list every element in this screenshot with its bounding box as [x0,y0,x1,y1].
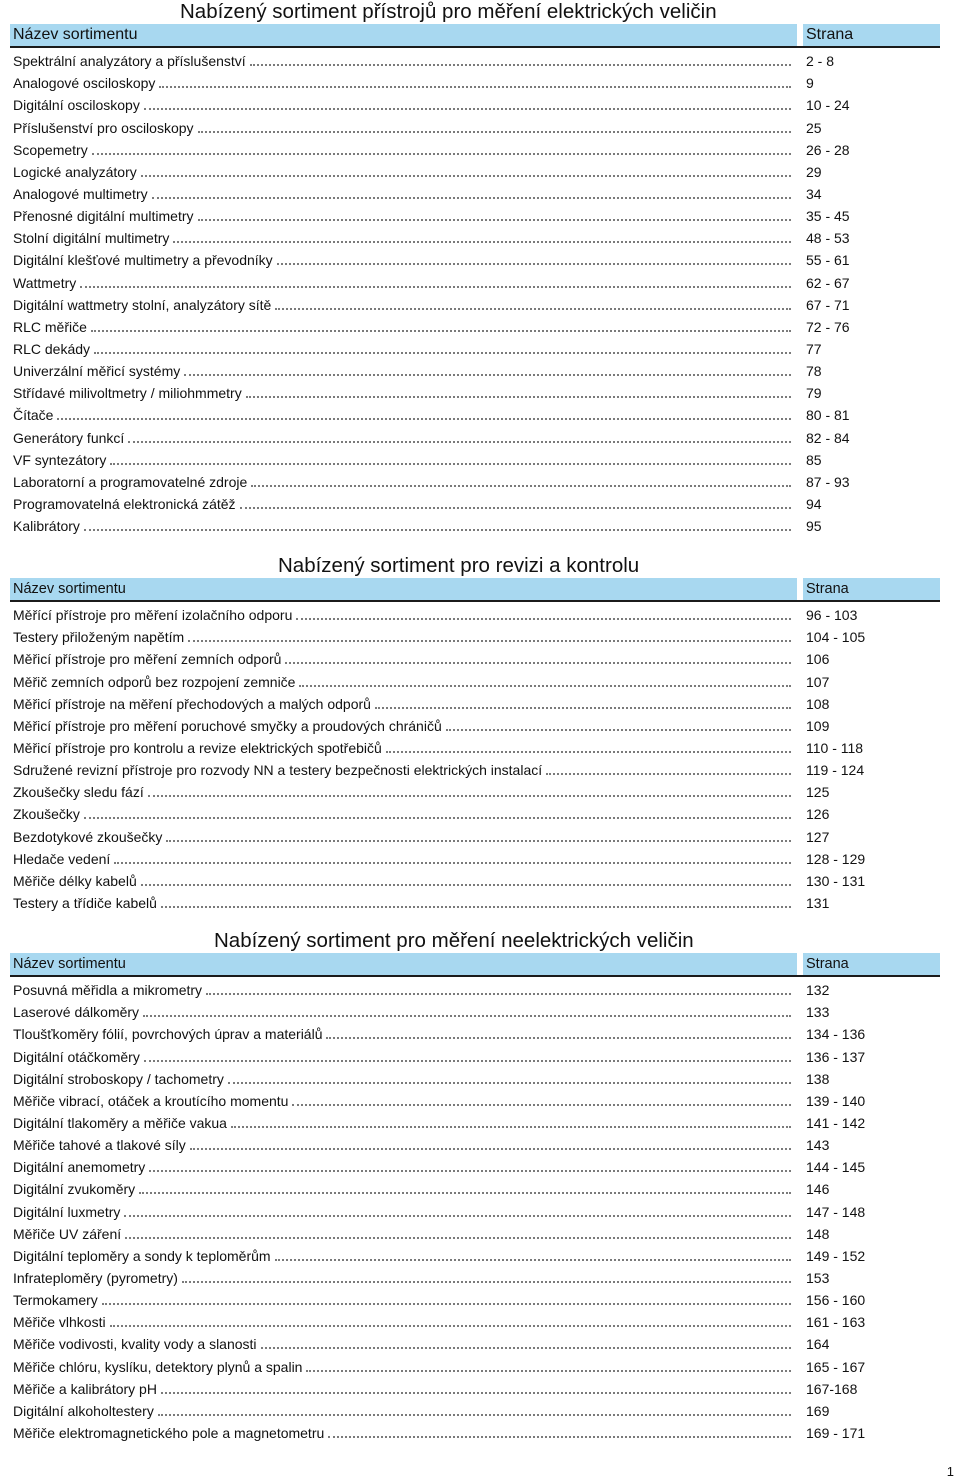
item-label: Měřicí přístroje pro kontrolu a revize elektrických spotřebičů [13,739,382,756]
list-item [10,469,940,491]
section-nonelectrical [10,929,940,1442]
dot-leader [228,1082,791,1084]
dot-leader [125,1237,791,1239]
item-page: 147 - 148 [806,1203,866,1220]
item-page: 146 [806,1181,830,1198]
list-item [10,1154,940,1176]
section-title: Nabízený sortiment pro revizi a kontrolu [278,554,640,577]
dot-leader [250,64,791,66]
dot-leader [188,640,791,642]
item-page: 139 - 140 [806,1092,866,1109]
item-label: Měřící přístroje pro měření izolačního odporu [13,607,293,624]
dot-leader [446,729,791,731]
item-label: Digitální teploměry a sondy k teploměrům [13,1247,271,1264]
dot-leader [102,1303,791,1305]
item-label: Zkoušečky sledu fází [13,784,144,801]
list-item [10,203,940,225]
dot-leader [190,1148,791,1150]
item-page: 110 - 118 [806,739,864,756]
item-label: Digitální luxmetry [13,1203,121,1220]
column-name-header: Název sortimentu [13,581,126,597]
item-label: Generátory funkcí [13,429,125,446]
dot-leader [375,707,791,709]
list-item [10,92,940,114]
list-item [10,890,940,912]
dot-leader [306,1370,791,1372]
item-page: 106 [806,651,830,668]
dot-leader [292,1104,791,1106]
item-page: 108 [806,695,830,712]
item-label: Měřiče a kalibrátory pH [13,1380,157,1397]
list-item [10,713,940,735]
item-page: 78 [806,363,822,380]
list-item [10,513,940,535]
item-label: Přenosné digitální multimetry [13,208,194,225]
list-item [10,1021,940,1043]
dot-leader [94,352,791,354]
item-label: Laboratorní a programovatelné zdroje [13,473,248,490]
dot-leader [299,685,791,687]
dot-leader [84,529,791,531]
table-header [10,24,940,48]
list-item [10,225,940,247]
list-item [10,447,940,469]
list-item [10,358,940,380]
item-page: 127 [806,828,830,845]
item-label: Stolní digitální multimetry [13,230,170,247]
item-page: 104 - 105 [806,629,866,646]
list-item [10,1243,940,1265]
column-page-header: Strana [806,26,854,43]
item-page: 9 [806,75,814,92]
dot-leader [143,1015,791,1017]
item-page: 169 [806,1402,830,1419]
list-item [10,114,940,136]
item-label: Měřiče vibrací, otáček a kroutícího momentu [13,1092,289,1109]
item-label: Infrateploměry (pyrometry) [13,1269,178,1286]
dot-leader [92,153,791,155]
dot-leader [158,1414,791,1416]
column-page-header: Strana [806,956,849,972]
item-label: Měřič zemních odporů bez rozpojení zemniče [13,673,296,690]
item-label: Laserové dálkoměry [13,1004,140,1021]
item-label: Testery a třídiče kabelů [13,894,157,911]
item-page: 48 - 53 [806,230,850,247]
dot-leader [141,884,791,886]
item-page: 149 - 152 [806,1247,866,1264]
column-name-header: Název sortimentu [13,26,138,43]
item-label: Měřicí přístroje pro měření zemních odporů [13,651,282,668]
dot-leader [144,108,791,110]
item-page: 82 - 84 [806,429,850,446]
dot-leader [546,773,791,775]
item-page: 55 - 61 [806,252,850,269]
column-name-header: Název sortimentu [13,956,126,972]
item-label: Digitální anemometry [13,1159,146,1176]
item-page: 169 - 171 [806,1424,866,1441]
item-label: Spektrální analyzátory a příslušenství [13,53,246,70]
dot-leader [184,374,791,376]
dot-leader [246,396,791,398]
dot-leader [139,1192,791,1194]
list-item [10,668,940,690]
section-title: Nabízený sortiment přístrojů pro měření elektrických veličin [180,0,717,23]
item-label: Měřiče chlóru, kyslíku, detektory plynů a spalin [13,1358,303,1375]
item-label: Měřiče délky kabelů [13,872,137,889]
item-page: 107 [806,673,830,690]
section-title: Nabízený sortiment pro měření neelektrických veličin [214,929,694,952]
item-page: 25 [806,119,822,136]
item-list [10,48,940,535]
item-label: Digitální osciloskopy [13,97,140,114]
item-page: 85 [806,451,822,468]
list-item [10,735,940,757]
list-item [10,1287,940,1309]
item-label: Příslušenství pro osciloskopy [13,119,194,136]
dot-leader [110,463,791,465]
item-page: 67 - 71 [806,296,850,313]
item-label: Měřicí přístroje na měření přechodových a malých odporů [13,695,371,712]
item-page: 2 - 8 [806,53,835,70]
item-label: Zkoušečky [13,806,80,823]
dot-leader [141,175,791,177]
item-label: Digitální stroboskopy / tachometry [13,1070,224,1087]
item-page: 95 [806,518,822,535]
list-item [10,602,940,624]
item-page: 96 - 103 [806,607,858,624]
dot-leader [198,219,791,221]
section-electrical [10,0,940,535]
item-label: Digitální zvukoměry [13,1181,136,1198]
item-page: 126 [806,806,830,823]
list-item [10,868,940,890]
list-item [10,1309,940,1331]
dot-leader [231,1126,791,1128]
item-page: 141 - 142 [806,1114,866,1131]
dot-leader [110,1325,791,1327]
item-page: 128 - 129 [806,850,866,867]
dot-leader [80,286,791,288]
dot-leader [206,993,791,995]
item-page: 136 - 137 [806,1048,866,1065]
list-item [10,402,940,424]
list-item [10,1331,940,1353]
item-page: 26 - 28 [806,141,850,158]
item-label: Analogové osciloskopy [13,75,156,92]
item-label: Měřiče tahové a tlakové síly [13,1137,186,1154]
item-page: 34 [806,185,822,202]
item-label: Digitální otáčkoměry [13,1048,140,1065]
item-page: 134 - 136 [806,1026,866,1043]
item-label: Univerzální měřicí systémy [13,363,181,380]
list-item [10,1353,940,1375]
list-item [10,269,940,291]
list-item [10,801,940,823]
item-page: 164 [806,1336,830,1353]
list-item [10,70,940,92]
dot-leader [277,263,791,265]
page-number: 1 [946,1464,954,1479]
list-item [10,292,940,314]
dot-leader [296,618,791,620]
dot-leader [152,197,791,199]
list-item [10,691,940,713]
column-page-header: Strana [806,581,849,597]
dot-leader [84,817,791,819]
dot-leader [251,485,791,487]
list-item [10,1110,940,1132]
item-label: Bezdotykové zkoušečky [13,828,163,845]
item-list [10,977,940,1442]
item-label: Měřiče vlhkosti [13,1314,106,1331]
dot-leader [285,662,791,664]
item-page: 161 - 163 [806,1314,866,1331]
item-label: Termokamery [13,1292,98,1309]
list-item [10,646,940,668]
dot-leader [161,906,791,908]
list-item [10,424,940,446]
item-label: Střídavé milivoltmetry / miliohmmetry [13,385,242,402]
item-page: 138 [806,1070,830,1087]
item-label: Digitální alkoholtestery [13,1402,154,1419]
dot-leader [198,131,791,133]
item-label: Hledače vedení [13,850,111,867]
item-page: 130 - 131 [806,872,866,889]
list-item [10,491,940,513]
item-label: Tloušťkoměry fólií, povrchových úprav a materiálů [13,1026,323,1043]
item-page: 29 [806,163,822,180]
list-item [10,314,940,336]
item-label: Programovatelná elektronická zátěž [13,495,236,512]
item-page: 109 [806,717,830,734]
item-page: 167-168 [806,1380,858,1397]
item-label: Digitální klešťové multimetry a převodníky [13,252,273,269]
list-item [10,1176,940,1198]
item-page: 148 [806,1225,830,1242]
list-item [10,757,940,779]
item-page: 119 - 124 [806,762,865,779]
item-page: 94 [806,495,822,512]
list-item [10,999,940,1021]
item-label: Měřiče UV záření [13,1225,122,1242]
list-item [10,779,940,801]
dot-leader [124,1215,791,1217]
item-page: 79 [806,385,822,402]
item-page: 72 - 76 [806,318,850,335]
list-item [10,624,940,646]
dot-leader [166,840,791,842]
item-label: Logické analyzátory [13,163,137,180]
section-revision [10,554,940,912]
list-item [10,1066,940,1088]
item-label: Měřiče vodivosti, kvality vody a slanosti [13,1336,257,1353]
item-page: 62 - 67 [806,274,850,291]
dot-leader [114,862,791,864]
item-label: Digitální wattmetry stolní, analyzátory sítě [13,296,272,313]
list-item [10,181,940,203]
dot-leader [182,1281,791,1283]
item-label: RLC dekády [13,340,91,357]
item-label: VF syntezátory [13,451,107,468]
list-item [10,247,940,269]
item-list [10,602,940,912]
dot-leader [261,1347,791,1349]
dot-leader [173,241,791,243]
item-label: Čítače [13,407,54,424]
dot-leader [386,751,791,753]
item-page: 77 [806,340,822,357]
list-item [10,1376,940,1398]
table-header [10,953,940,977]
dot-leader [144,1060,791,1062]
list-item [10,159,940,181]
list-item [10,336,940,358]
dot-leader [275,308,791,310]
item-label: Analogové multimetry [13,185,148,202]
dot-leader [159,86,791,88]
dot-leader [328,1436,791,1438]
item-page: 143 [806,1137,830,1154]
item-page: 125 [806,784,830,801]
item-page: 156 - 160 [806,1292,866,1309]
item-page: 132 [806,982,830,999]
item-label: Wattmetry [13,274,77,291]
item-label: Testery přiloženým napětím [13,629,185,646]
list-item [10,1221,940,1243]
list-item [10,48,940,70]
item-page: 165 - 167 [806,1358,866,1375]
list-item [10,1043,940,1065]
dot-leader [326,1037,791,1039]
list-item [10,1088,940,1110]
dot-leader [161,1392,791,1394]
list-item [10,137,940,159]
item-page: 80 - 81 [806,407,850,424]
item-page: 131 [806,894,830,911]
item-page: 133 [806,1004,830,1021]
item-page: 153 [806,1269,830,1286]
list-item [10,823,940,845]
item-page: 144 - 145 [806,1159,866,1176]
item-label: Měřiče elektromagnetického pole a magnetometru [13,1424,325,1441]
dot-leader [240,507,791,509]
list-item [10,846,940,868]
list-item [10,1198,940,1220]
item-label: Měřicí přístroje pro měření poruchové smyčky a proudových chráničů [13,717,442,734]
item-label: RLC měřiče [13,318,87,335]
dot-leader [149,1170,791,1172]
list-item [10,1265,940,1287]
item-page: 35 - 45 [806,208,850,225]
dot-leader [128,441,791,443]
list-item [10,977,940,999]
item-page: 10 - 24 [806,97,850,114]
item-label: Kalibrátory [13,518,80,535]
list-item [10,1398,940,1420]
item-label: Sdružené revizní přístroje pro rozvody NN a testery bezpečnosti elektrických instalací [13,762,543,779]
list-item [10,380,940,402]
item-label: Posuvná měřidla a mikrometry [13,982,203,999]
item-label: Scopemetry [13,141,88,158]
dot-leader [91,330,791,332]
table-header [10,578,940,602]
dot-leader [148,795,791,797]
list-item [10,1132,940,1154]
dot-leader [57,418,791,420]
dot-leader [275,1259,791,1261]
item-label: Digitální tlakoměry a měřiče vakua [13,1114,227,1131]
item-page: 87 - 93 [806,473,850,490]
list-item [10,1420,940,1442]
